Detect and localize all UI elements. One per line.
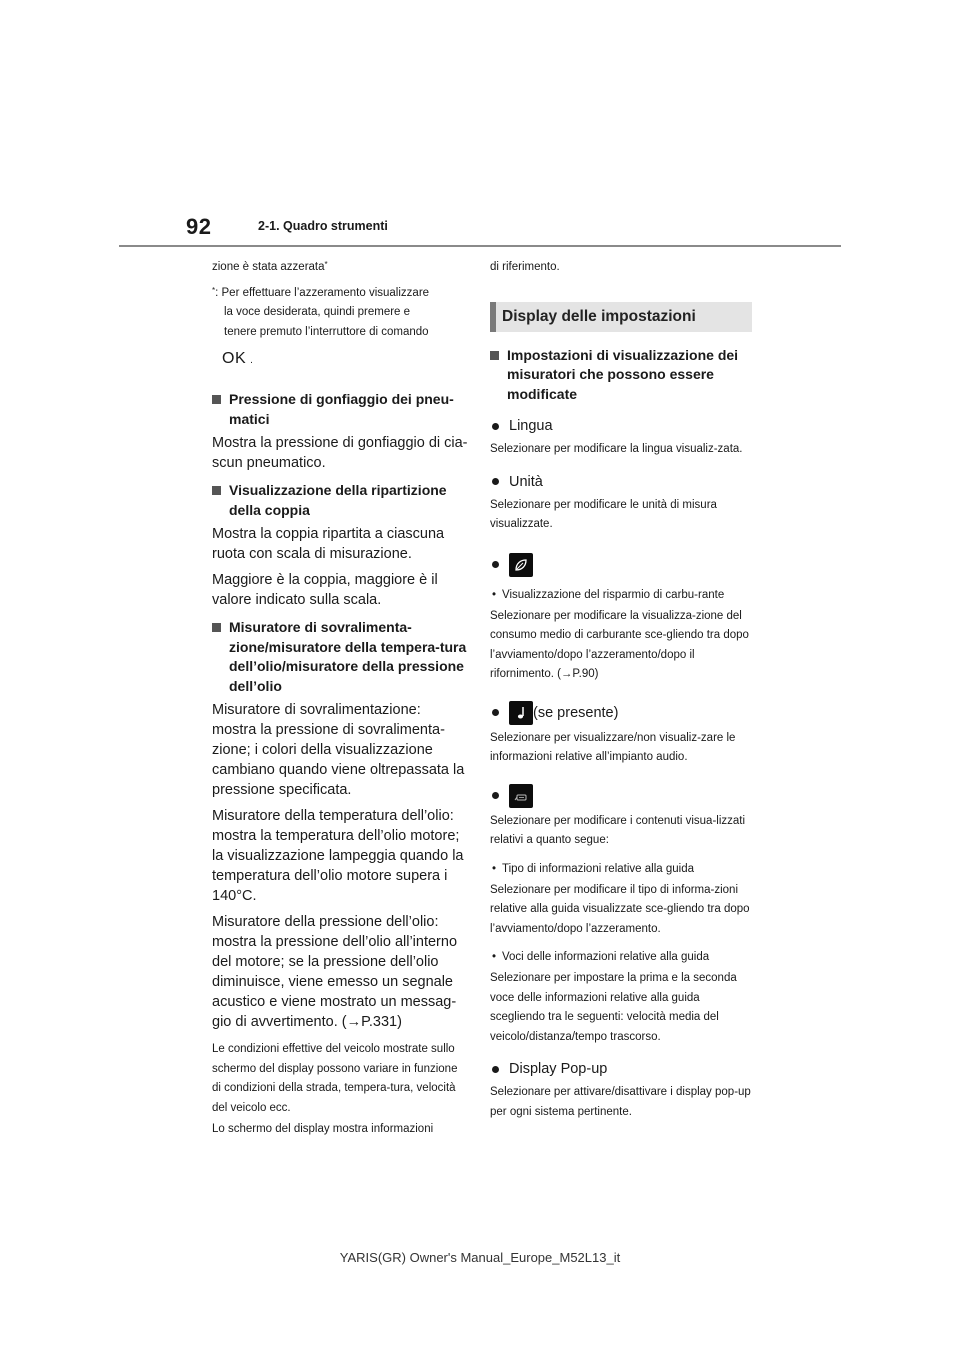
- text-drive-info: Selezionare per modificare i contenuti visua-lizzati relativi a quanto segue:: [490, 814, 746, 846]
- drive-info-icon: [509, 784, 533, 808]
- text-oil-temp-gauge: Misuratore della temperatura dell’olio: mostra la temperatura dell’olio motore; la visualizzazione lampeggia quando la temperatura dell’olio motore supera i 140°C.: [212, 808, 464, 904]
- bullet-drive-info: [490, 784, 752, 808]
- section-title: 2-1. Quadro strumenti: [258, 219, 388, 233]
- text-audio: Selezionare per visualizzare/non visualiz-zare le informazioni relative all’impianto audio.: [490, 731, 736, 763]
- header-rule: [119, 245, 841, 247]
- bullet-units: Unità: [490, 472, 752, 492]
- bullet-popup: Display Pop-up: [490, 1059, 752, 1079]
- sub-eco: • Visualizzazione del risparmio di carbu-rante: [490, 587, 752, 603]
- heading-tire-pressure: Pressione di gonfiaggio dei pneu-matici: [212, 390, 468, 429]
- bullet-language: Lingua: [490, 416, 752, 436]
- heading-boost-oil-gauges: Misuratore di sovralimenta-zione/misuratore della tempera-tura dell’olio/misuratore della pressione dell’olio: [212, 618, 468, 696]
- music-note-icon: [509, 701, 533, 725]
- text-units: Selezionare per modificare le unità di misura visualizzate.: [490, 498, 717, 530]
- left-column: [212, 258, 468, 1142]
- text-drive-type: Selezionare per modificare il tipo di informa-zioni relative alla guida visualizzate sce-gliendo tra dopo l’avviamento/dopo l’azzeramento.: [490, 883, 750, 935]
- text-popup: Selezionare per attivare/disattivare i display pop-up per ogni sistema pertinente.: [490, 1086, 751, 1118]
- text-eco: Selezionare per modificare la visualizza-zione del consumo medio di carburante sce-gliendo tra dopo l’avviamento/dopo l’azzeramento/dopo il rifornimento. (→P.90): [490, 609, 749, 680]
- ok-switch-mark: OK .: [222, 350, 254, 367]
- footer: YARIS(GR) Owner's Manual_Europe_M52L13_it: [339, 1250, 621, 1265]
- sub-drive-items: • Voci delle informazioni relative alla guida: [490, 949, 752, 965]
- note-display: Lo schermo del display mostra informazioni: [212, 1123, 434, 1135]
- eco-leaf-icon: [509, 553, 533, 577]
- text-torque-2: Maggiore è la coppia, maggiore è il valore indicato sulla scala.: [212, 572, 438, 608]
- text-oil-pressure-gauge: Misuratore della pressione dell’olio: mostra la pressione dell’olio all’interno del motore; se la pressione dell’olio diminuisce, viene emesso un segnale acustico e viene mostrato un messag-gio di avvertimento. (→P.331): [212, 914, 458, 1030]
- text-language: Selezionare per modificare la lingua visualiz-zata.: [490, 443, 743, 455]
- text-tire-pressure: Mostra la pressione di gonfiaggio di cia-scun pneumatico.: [212, 435, 468, 471]
- right-column: [490, 258, 752, 1124]
- continued-text: di riferimento.: [490, 261, 560, 273]
- bullet-audio: (se presente): [490, 701, 752, 725]
- text-drive-items: Selezionare per impostare la prima e la seconda voce delle informazioni relative alla guida scegliendo tra le seguenti: velocità media del veicolo/distanza/tempo trascorso.: [490, 972, 737, 1043]
- heading-torque-distribution: Visualizzazione della ripartizione della coppia: [212, 481, 468, 520]
- section-bar-display-settings: Display delle impostazioni: [490, 302, 752, 332]
- text-boost-gauge: Misuratore di sovralimentazione: mostra la pressione di sovralimenta-zione; i colori della visualizzazione cambiano quando viene oltrepassata la pressione specificata.: [212, 702, 465, 798]
- footnote: *: Per effettuare l’azzeramento visualizzare la voce desiderata, quindi premere e tenere premuto l’interruttore di comando: [212, 285, 430, 338]
- bullet-eco: [490, 553, 752, 577]
- heading-changeable-settings: Impostazioni di visualizzazione dei misuratori che possono essere modificate: [490, 346, 752, 405]
- note-conditions: Le condizioni effettive del veicolo mostrate sullo schermo del display possono variare in funzione di condizioni della strada, tempera-tura, velocità del veicolo ecc.: [212, 1043, 458, 1114]
- intro-line: zione è stata azzerata*: [212, 260, 328, 273]
- page-number: 92: [186, 214, 212, 239]
- footnote-mark: *: [212, 285, 216, 295]
- text-torque-1: Mostra la coppia ripartita a ciascuna ruota con scala di misurazione.: [212, 526, 445, 562]
- sub-drive-type: • Tipo di informazioni relative alla guida: [490, 861, 752, 877]
